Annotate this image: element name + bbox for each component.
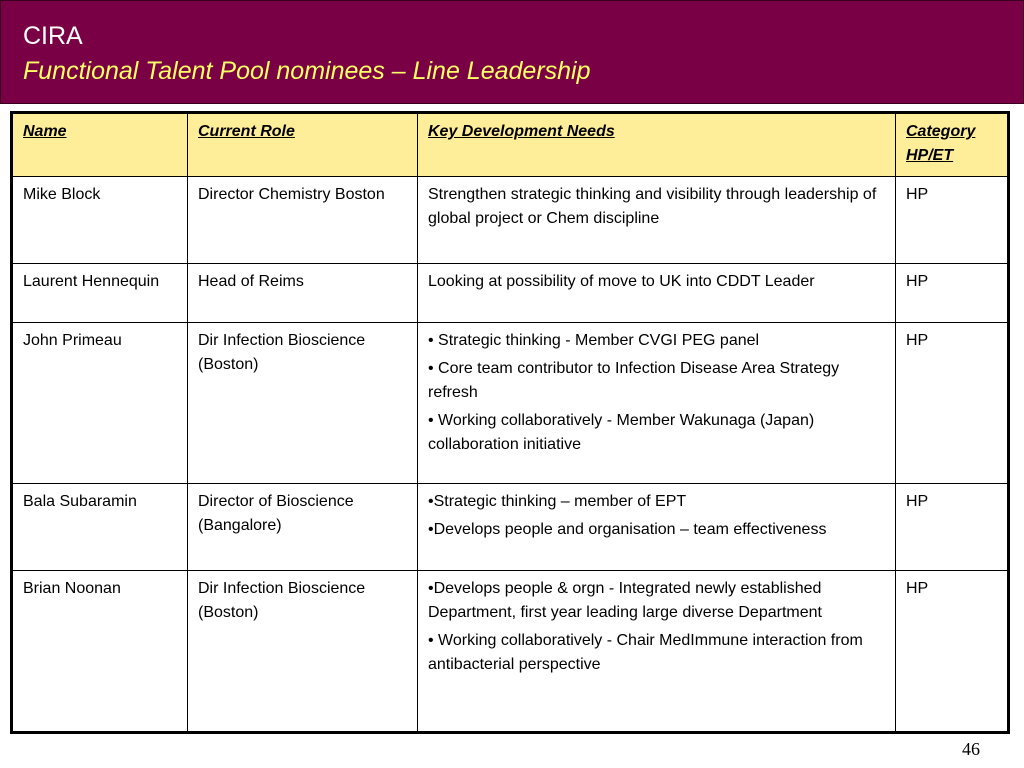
cell-role: Head of Reims	[188, 264, 418, 323]
cell-needs	[418, 264, 896, 323]
need-item: •Develops people & orgn - Integrated newly established Department, first year leading large diverse Department	[428, 580, 822, 621]
cell-name: Mike Block	[12, 177, 188, 264]
need-item: • Working collaboratively - Chair MedImmune interaction from antibacterial perspective	[428, 632, 863, 673]
cell-needs	[418, 571, 896, 733]
cell-category: HP	[896, 571, 1009, 733]
cell-role: Dir Infection Bioscience (Boston)	[188, 323, 418, 484]
cell-category: HP	[896, 264, 1009, 323]
slide-title: CIRA	[23, 22, 83, 50]
slide-subtitle: Functional Talent Pool nominees – Line Leadership	[23, 57, 591, 85]
need-item: • Strategic thinking - Member CVGI PEG panel	[428, 332, 760, 349]
cell-role: Director of Bioscience (Bangalore)	[188, 484, 418, 571]
need-item: Strengthen strategic thinking and visibility through leadership of global project or Chem discipline	[428, 186, 877, 227]
cell-needs	[418, 177, 896, 264]
table-row	[12, 264, 1009, 323]
nominees-table	[10, 111, 1010, 734]
table-header-row	[12, 113, 1009, 177]
cell-name: Bala Subaramin	[12, 484, 188, 571]
need-item: • Core team contributor to Infection Disease Area Strategy refresh	[428, 360, 840, 401]
cell-category: HP	[896, 323, 1009, 484]
page-number: 46	[962, 739, 980, 759]
cell-needs	[418, 484, 896, 571]
column-header-name: Name	[12, 113, 188, 177]
cell-category: HP	[896, 484, 1009, 571]
need-item: Looking at possibility of move to UK into CDDT Leader	[428, 273, 815, 290]
need-item: •Develops people and organisation – team effectiveness	[428, 521, 827, 538]
nominees-table-container	[10, 111, 1007, 734]
column-header-category: Category HP/ET	[896, 113, 1009, 177]
column-header-development-needs: Key Development Needs	[418, 113, 896, 177]
table-row	[12, 177, 1009, 264]
need-item: •Strategic thinking – member of EPT	[428, 493, 687, 510]
need-item: • Working collaboratively - Member Wakunaga (Japan) collaboration initiative	[428, 412, 815, 453]
cell-category: HP	[896, 177, 1009, 264]
cell-name: Brian Noonan	[12, 571, 188, 733]
slide-header	[0, 0, 1024, 104]
table-row	[12, 484, 1009, 571]
cell-name: John Primeau	[12, 323, 188, 484]
cell-role: Dir Infection Bioscience (Boston)	[188, 571, 418, 733]
cell-name: Laurent Hennequin	[12, 264, 188, 323]
column-header-current-role: Current Role	[188, 113, 418, 177]
cell-needs	[418, 323, 896, 484]
cell-role: Director Chemistry Boston	[188, 177, 418, 264]
table-row	[12, 571, 1009, 733]
table-row	[12, 323, 1009, 484]
